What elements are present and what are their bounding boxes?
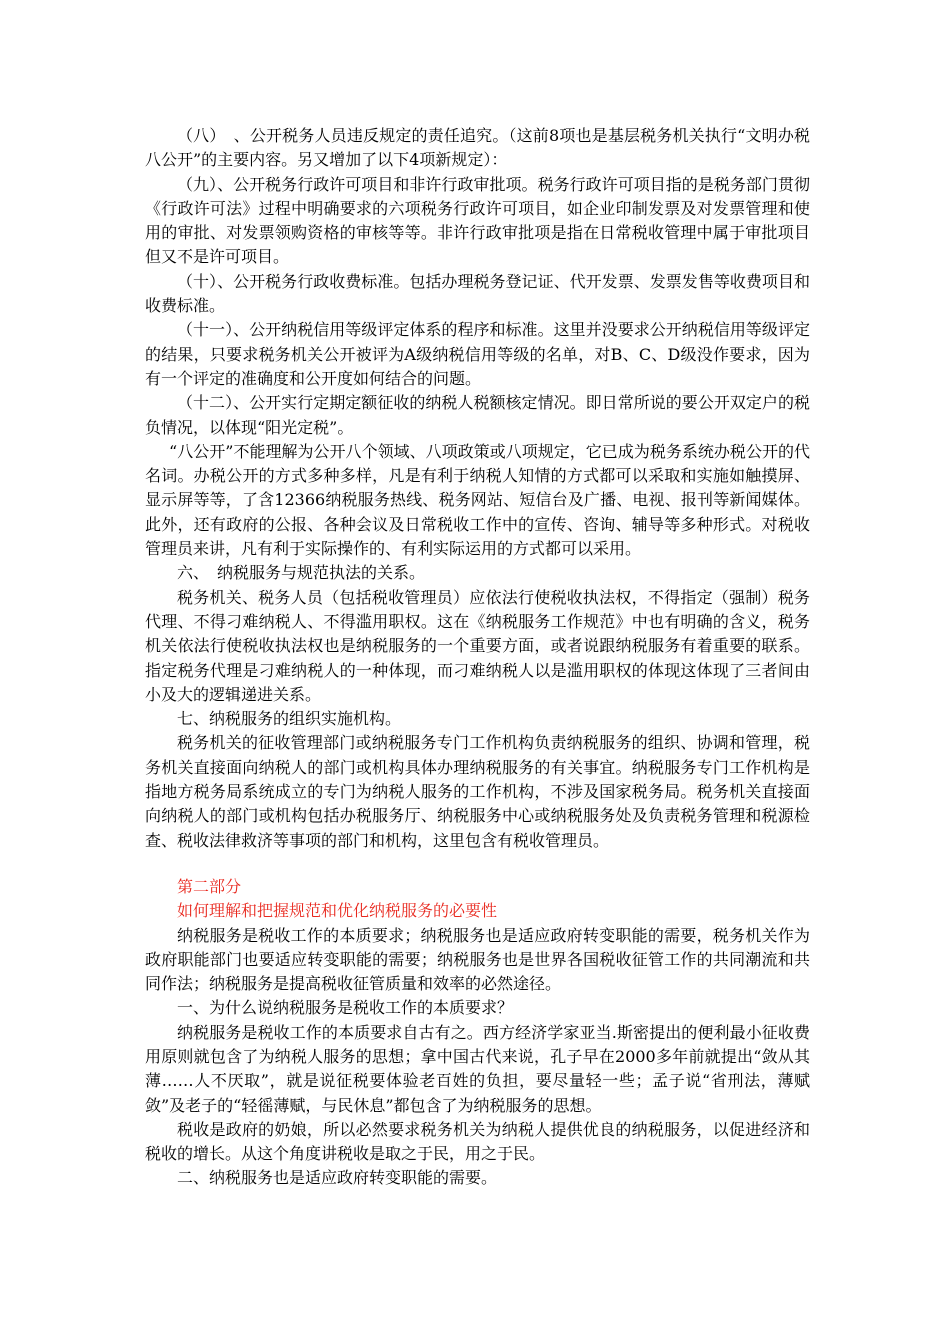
section-heading-7: 七、纳税服务的组织实施机构。	[177, 709, 402, 729]
paragraph-item-12: （十二）、公开实行定期定额征收的纳税人税额核定情况。即日常所说的要公开双定户的税负情况，以体现“阳光定税”。	[145, 393, 810, 437]
part-title: 第二部分	[177, 876, 242, 896]
section-heading-1: 一、为什么说纳税服务是税收工作的本质要求？	[177, 998, 514, 1018]
paragraph-item-10: （十）、公开税务行政收费标准。包括办理税务登记证、代开发票、发票发售等收费项目和收费标准。	[145, 271, 810, 316]
paragraph-intro: 纳税服务是税收工作的本质要求；纳税服务也是适应政府转变职能的需要，税务机关作为政府职能部门也要适应转变职能的需要；纳税服务也是世界各国税收征管工作的共同潮流和共同作法；纳税服务是提高税收征管质量和效率的必然途径。	[145, 925, 810, 994]
paragraph-item-8: （八） 、公开税务人员违反规定的责任追究。（这前8项也是基层税务机关执行“文明办税八公开”的主要内容。另又增加了以下4项新规定）：	[145, 126, 810, 170]
paragraph-item-9: （九）、公开税务行政许可项目和非许行政审批项。税务行政许可项目指的是税务部门贯彻《行政许可法》过程中明确要求的六项税务行政许可项目，如企业印制发票及对发票管理和使用的审批、对发票领购资格的审核等等。非许行政审批项是指在日常税收管理中属于审批项目但又不是许可项目。	[145, 174, 810, 267]
paragraph-organization: 税务机关的征收管理部门或纳税服务专门工作机构负责纳税服务的组织、协调和管理，税务机关直接面向纳税人的部门或机构具体办理纳税服务的有关事宜。纳税服务专门工作机构是指地方税务局系统成立的专门为纳税人服务的工作机构，不涉及国家税务局。税务机关直接面向纳税人的部门或机构包括办税服务厅、纳税服务中心或纳税服务处及负责税务管理和税源检查、税收法律救济等事项的部门和机构，这里包含有税收管理员。	[145, 733, 810, 850]
paragraph-item-11: （十一）、公开纳税信用等级评定体系的程序和标准。这里并没要求公开纳税信用等级评定的结果，只要求税务机关公开被评为A级纳税信用等级的名单，对B、C、D级没作要求，因为有一个评定的准确度和公开度如何结合的问题。	[145, 320, 810, 388]
paragraph-bagongkai: “八公开”不能理解为公开八个领域、八项政策或八项规定，它已成为税务系统办税公开的代名词。办税公开的方式多种多样，凡是有利于纳税人知情的方式都可以采取和实施如触摸屏、显示屏等等，了含12366纳税服务热线、税务网站、短信台及广播、电视、报刊等新闻媒体。此外，还有政府的公报、各种会议及日常税收工作中的宣传、咨询、辅导等多种形式。对税收管理员来讲，凡有利于实际操作的、有利实际运用的方式都可以采用。	[145, 441, 810, 559]
document-page	[145, 124, 810, 1191]
section-heading-6: 六、 纳税服务与规范执法的关系。	[177, 563, 426, 583]
paragraph-wetnurse: 税收是政府的奶娘，所以必然要求税务机关为纳税人提供优良的纳税服务，以促进经济和税收的增长。从这个角度讲税收是取之于民，用之于民。	[145, 1119, 810, 1164]
part-subtitle: 如何理解和把握规范和优化纳税服务的必要性	[177, 901, 498, 921]
paragraph-history: 纳税服务是税收工作的本质要求自古有之。西方经济学家亚当.斯密提出的便利最小征收费用原则就包含了为纳税人服务的思想；拿中国古代来说，孔子早在2000多年前就提出“敛从其薄……人不厌取”，就是说征税要体验老百姓的负担，要尽量轻一些；孟子说“省刑法，薄赋敛”及老子的“轻徭薄赋，与民休息”都包含了为纳税服务的思想。	[145, 1022, 810, 1115]
spacer	[145, 853, 810, 875]
paragraph-law-enforcement: 税务机关、税务人员（包括税收管理员）应依法行使税收执法权，不得指定（强制）税务代理、不得刁难纳税人、不得滥用职权。这在《纳税服务工作规范》中也有明确的含义，税务机关依法行使税收执法权也是纳税服务的一个重要方面，或者说跟纳税服务有着重要的联系。指定税务代理是刁难纳税人的一种体现，而刁难纳税人以是滥用职权的体现这体现了三者间由小及大的逻辑递进关系。	[145, 587, 810, 704]
section-heading-2: 二、纳税服务也是适应政府转变职能的需要。	[177, 1168, 498, 1188]
